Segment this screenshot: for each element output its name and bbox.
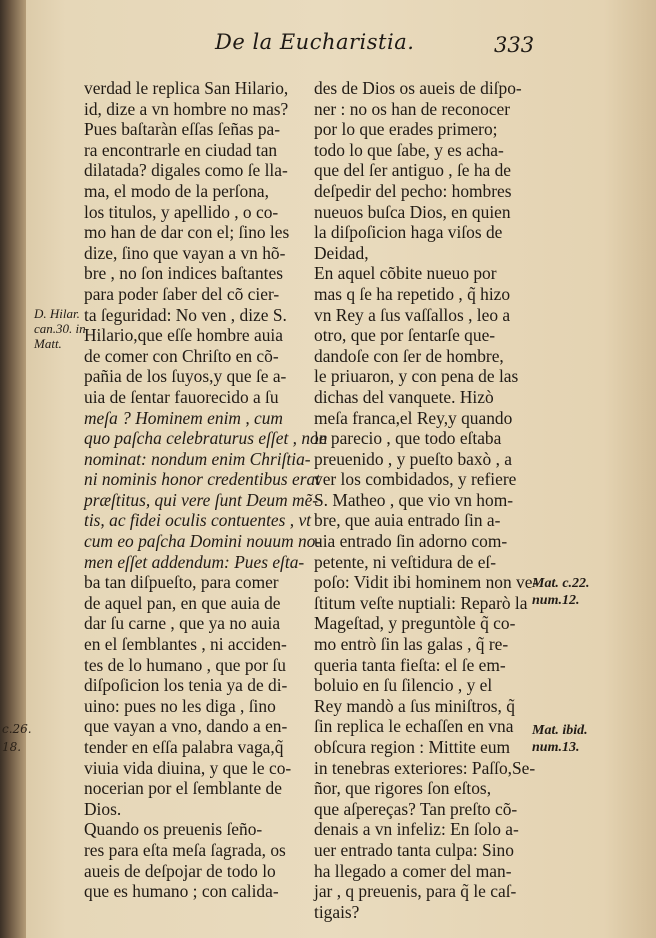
text-line: ha llegado a comer del man- — [314, 860, 512, 881]
text-line: los titulos, y apellido , o co- — [84, 201, 279, 222]
text-line: mo han de dar con el; ſino les — [84, 222, 290, 243]
margin-note-matthew-22-12 — [532, 575, 590, 609]
margin-note-line: num.13. — [532, 740, 580, 755]
text-line: aueis de deſpojar de todo lo — [84, 860, 276, 881]
text-line: mo entrò ſin las galas , q̃ re- — [314, 634, 509, 655]
margin-note-hilario — [34, 306, 86, 351]
text-line: petente, ni veſtidura de eſ- — [314, 551, 497, 572]
text-line: ni nominis honor credentibus erat — [84, 469, 321, 490]
text-line: ſtitum veſte nuptiali: Reparò la — [314, 592, 528, 613]
text-line: in tenebras exteriores: Paſſo,Se- — [314, 757, 536, 778]
margin-note-line: can.30. in — [34, 321, 86, 336]
text-line: que aſpereças? Tan preſto cõ- — [314, 798, 518, 819]
text-line: nueuos buſca Dios, en quien — [314, 201, 511, 222]
text-line: obſcura region : Mittite eum — [314, 737, 511, 757]
text-line: ner : no os han de reconocer — [314, 98, 511, 119]
text-line: quo paſcha celebraturus eſſet , non — [84, 428, 328, 449]
text-line: ñor, que rigores ſon eſtos, — [314, 778, 492, 799]
margin-note-line: Matt. — [34, 336, 62, 351]
text-line: deſpedir del pecho: hombres — [314, 180, 512, 201]
text-line: tender en eſſa palabra vaga,q̃ — [84, 737, 284, 757]
text-line: tes de lo humano , que por ſu — [84, 654, 286, 675]
text-line: boluio en ſu ſilencio , y el — [314, 675, 493, 696]
text-line: ver los combidados, y refiere — [314, 469, 517, 490]
text-line: En aquel cõbite nueuo por — [314, 263, 497, 284]
text-line: por lo que erades primero; — [314, 119, 498, 140]
text-line: des de Dios os aueis de diſpo- — [314, 78, 522, 98]
text-line: que del ſer antiguo , ſe ha de — [314, 160, 512, 181]
text-line: dar ſu carne , que ya no auia — [84, 613, 281, 634]
text-line: de aquel pan, en que auia de — [84, 592, 281, 613]
text-line: para poder ſaber del cõ cier- — [84, 283, 280, 304]
text-line: queria tanta fieſta: el ſe em- — [314, 654, 506, 675]
text-line: denais a vn infeliz: En ſolo a- — [314, 819, 519, 840]
gutter-fragment: 18. — [2, 740, 22, 754]
text-line: jar , q preuenis, para q̃ le caſ- — [314, 881, 517, 902]
text-line: pañia de los ſuyos,y que ſe a- — [84, 366, 287, 387]
text-line: bre , no ſon indices baſtantes — [84, 263, 283, 284]
text-line: en el ſemblantes , ni acciden- — [84, 634, 287, 655]
text-line: mas q ſe ha repetido , q̃ hizo — [314, 283, 511, 304]
text-line: poſo: Vidit ibi hominem non ve- — [314, 572, 539, 593]
margin-note-line: D. Hilar. — [34, 306, 80, 321]
text-line: ba tan diſpueſto, para comer — [84, 572, 279, 593]
text-line: dandoſe con ſer de hombre, — [314, 345, 504, 366]
text-line: uia de ſentar fauorecido a ſu — [84, 386, 279, 407]
text-line: todo lo que ſabe, y es acha- — [314, 139, 504, 160]
text-column-right — [314, 78, 539, 922]
text-line: tis, ac fidei oculis contuentes , vt — [84, 510, 311, 531]
text-line: dilatada? digales como ſe lla- — [84, 160, 288, 181]
text-line: Mageſtad, y preguntòle q̃ co- — [314, 613, 516, 634]
text-column-left — [84, 78, 328, 902]
binding-gutter — [0, 0, 32, 938]
text-line: Rey mandò a ſus miniſtros, q̃ — [314, 695, 515, 716]
text-line: uino: pues no les diga , ſino — [84, 695, 276, 716]
text-line: id, dize a vn hombre no mas? — [84, 98, 289, 119]
text-line: Hilario,que eſſe hombre auia — [84, 325, 283, 346]
text-line: verdad le replica San Hilario, — [84, 78, 289, 98]
text-line: præſtitus, qui vere ſunt Deum mẽ- — [84, 489, 319, 510]
gutter-fragment: c.26. — [2, 722, 32, 736]
text-line: ta ſeguridad: No ven , dize S. — [84, 304, 287, 325]
text-line: nocerian por el ſemblante de — [84, 778, 282, 799]
text-line: que es humano ; con calida- — [84, 881, 279, 902]
text-line: otro, que por ſentarſe que- — [314, 325, 496, 346]
margin-note-line: num.12. — [532, 593, 580, 608]
text-line: nominat: nondum enim Chriſtia- — [84, 448, 311, 469]
text-line: de comer con Chriſto en cõ- — [84, 345, 279, 366]
text-line: uer entrado tanta culpa: Sino — [314, 839, 514, 860]
text-line: men eſſet addendum: Pues eſta- — [84, 551, 305, 572]
text-line: la diſpoſicion haga viſos de — [314, 222, 503, 243]
text-line: dichas del vanquete. Hizò — [314, 386, 494, 407]
text-line: vn Rey a ſus vaſſallos , leo a — [314, 304, 511, 325]
text-line: Pues baſtaràn eſſas ſeñas pa- — [84, 119, 281, 140]
text-line: dize, ſino que vayan a vn hõ- — [84, 242, 286, 263]
text-line: ſin replica le echaſſen en vna — [314, 716, 514, 737]
text-line: preuenido , y pueſto baxò , a — [314, 448, 513, 469]
text-line: viuia vida diuina, y que le co- — [84, 757, 292, 778]
text-line: ra encontrarle en ciudad tan — [84, 139, 278, 160]
text-line: meſa franca,el Rey,y quando — [314, 407, 513, 428]
margin-note-line: Mat. c.22. — [532, 576, 590, 591]
text-line: le priuaron, y con pena de las — [314, 366, 519, 387]
page-number: 333 — [494, 33, 535, 57]
text-line: Deidad, — [314, 242, 369, 263]
text-line: bre, que auia entrado ſin a- — [314, 510, 501, 531]
text-line: diſpoſicion los tenia ya de di- — [84, 675, 288, 696]
text-line: cum eo paſcha Domini nouum no- — [84, 531, 322, 552]
margin-note-matthew-ibid-13 — [532, 722, 588, 756]
text-line: que vayan a vno, dando a en- — [84, 716, 288, 737]
text-line: le parecio , que todo eſtaba — [314, 428, 502, 449]
text-line: ma, el modo de la perſona, — [84, 180, 269, 201]
text-line: uia entrado ſin adorno com- — [314, 531, 508, 552]
text-line: S. Matheo , que vio vn hom- — [314, 489, 514, 510]
text-line: res para eſta meſa ſagrada, os — [84, 839, 286, 860]
running-title: De la Eucharistia. — [215, 30, 415, 54]
text-line: Quando os preuenis ſeño- — [84, 819, 263, 840]
margin-note-line: Mat. ibid. — [532, 723, 588, 738]
text-line: Dios. — [84, 798, 122, 819]
text-line: tigais? — [314, 901, 360, 922]
text-line: meſa ? Hominem enim , cum — [84, 407, 283, 428]
